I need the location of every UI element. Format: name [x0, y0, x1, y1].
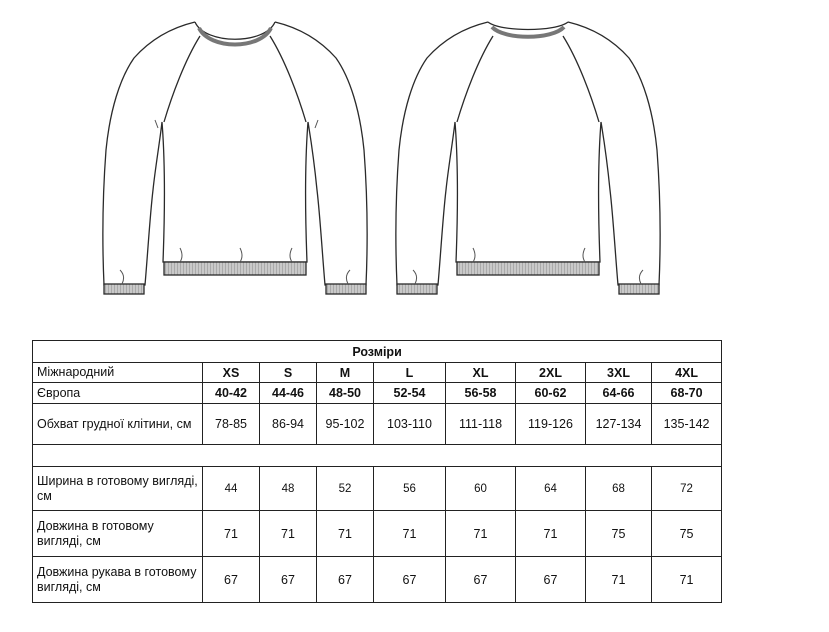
size-cell: 78-85 — [203, 404, 260, 445]
size-cell: 52-54 — [374, 383, 446, 404]
size-cell: 2XL — [516, 363, 586, 383]
size-cell: 60 — [446, 467, 516, 511]
table-row — [33, 404, 722, 445]
table-row — [33, 383, 722, 404]
size-cell: 135-142 — [652, 404, 722, 445]
size-cell: XS — [203, 363, 260, 383]
table-row — [33, 363, 722, 383]
size-cell: XL — [446, 363, 516, 383]
size-chart-table — [32, 340, 722, 603]
size-cell: 111-118 — [446, 404, 516, 445]
size-cell: 67 — [260, 557, 317, 603]
size-cell: 3XL — [586, 363, 652, 383]
size-cell: 67 — [446, 557, 516, 603]
size-cell: 71 — [260, 511, 317, 557]
size-cell: 56 — [374, 467, 446, 511]
size-cell: 60-62 — [516, 383, 586, 404]
table-title-row — [33, 341, 722, 363]
size-cell: 44-46 — [260, 383, 317, 404]
table-row — [33, 557, 722, 603]
size-cell: 71 — [317, 511, 374, 557]
size-cell: 103-110 — [374, 404, 446, 445]
size-cell: 52 — [317, 467, 374, 511]
size-cell: 71 — [516, 511, 586, 557]
size-cell: 48 — [260, 467, 317, 511]
spacer-cell — [33, 445, 722, 467]
row-label: Міжнародний — [33, 363, 203, 383]
row-label: Ширина в готовому вигляді, см — [33, 467, 203, 511]
row-label: Європа — [33, 383, 203, 404]
sweatshirt-back-icon — [396, 22, 660, 294]
sweatshirt-front-icon — [103, 22, 367, 294]
size-cell: L — [374, 363, 446, 383]
size-cell: 75 — [652, 511, 722, 557]
size-cell: 68 — [586, 467, 652, 511]
size-cell: 64-66 — [586, 383, 652, 404]
size-cell: 71 — [586, 557, 652, 603]
size-cell: 67 — [203, 557, 260, 603]
size-cell: 4XL — [652, 363, 722, 383]
table-row — [33, 467, 722, 511]
size-cell: 71 — [203, 511, 260, 557]
size-cell: 95-102 — [317, 404, 374, 445]
row-label: Довжина в готовому вигляді, см — [33, 511, 203, 557]
size-cell: 48-50 — [317, 383, 374, 404]
size-cell: 64 — [516, 467, 586, 511]
size-cell: 119-126 — [516, 404, 586, 445]
size-cell: 67 — [374, 557, 446, 603]
size-cell: 71 — [446, 511, 516, 557]
size-cell: 56-58 — [446, 383, 516, 404]
row-label: Довжина рукава в готовому вигляді, см — [33, 557, 203, 603]
size-cell: 75 — [586, 511, 652, 557]
size-cell: 67 — [516, 557, 586, 603]
size-cell: 72 — [652, 467, 722, 511]
size-cell: M — [317, 363, 374, 383]
size-cell: S — [260, 363, 317, 383]
size-cell: 86-94 — [260, 404, 317, 445]
size-cell: 44 — [203, 467, 260, 511]
table-title: Розміри — [33, 341, 722, 363]
table-spacer-row — [33, 445, 722, 467]
table-row — [33, 511, 722, 557]
size-cell: 40-42 — [203, 383, 260, 404]
row-label: Обхват грудної клітини, см — [33, 404, 203, 445]
size-cell: 127-134 — [586, 404, 652, 445]
size-cell: 68-70 — [652, 383, 722, 404]
size-cell: 67 — [317, 557, 374, 603]
size-cell: 71 — [652, 557, 722, 603]
size-cell: 71 — [374, 511, 446, 557]
